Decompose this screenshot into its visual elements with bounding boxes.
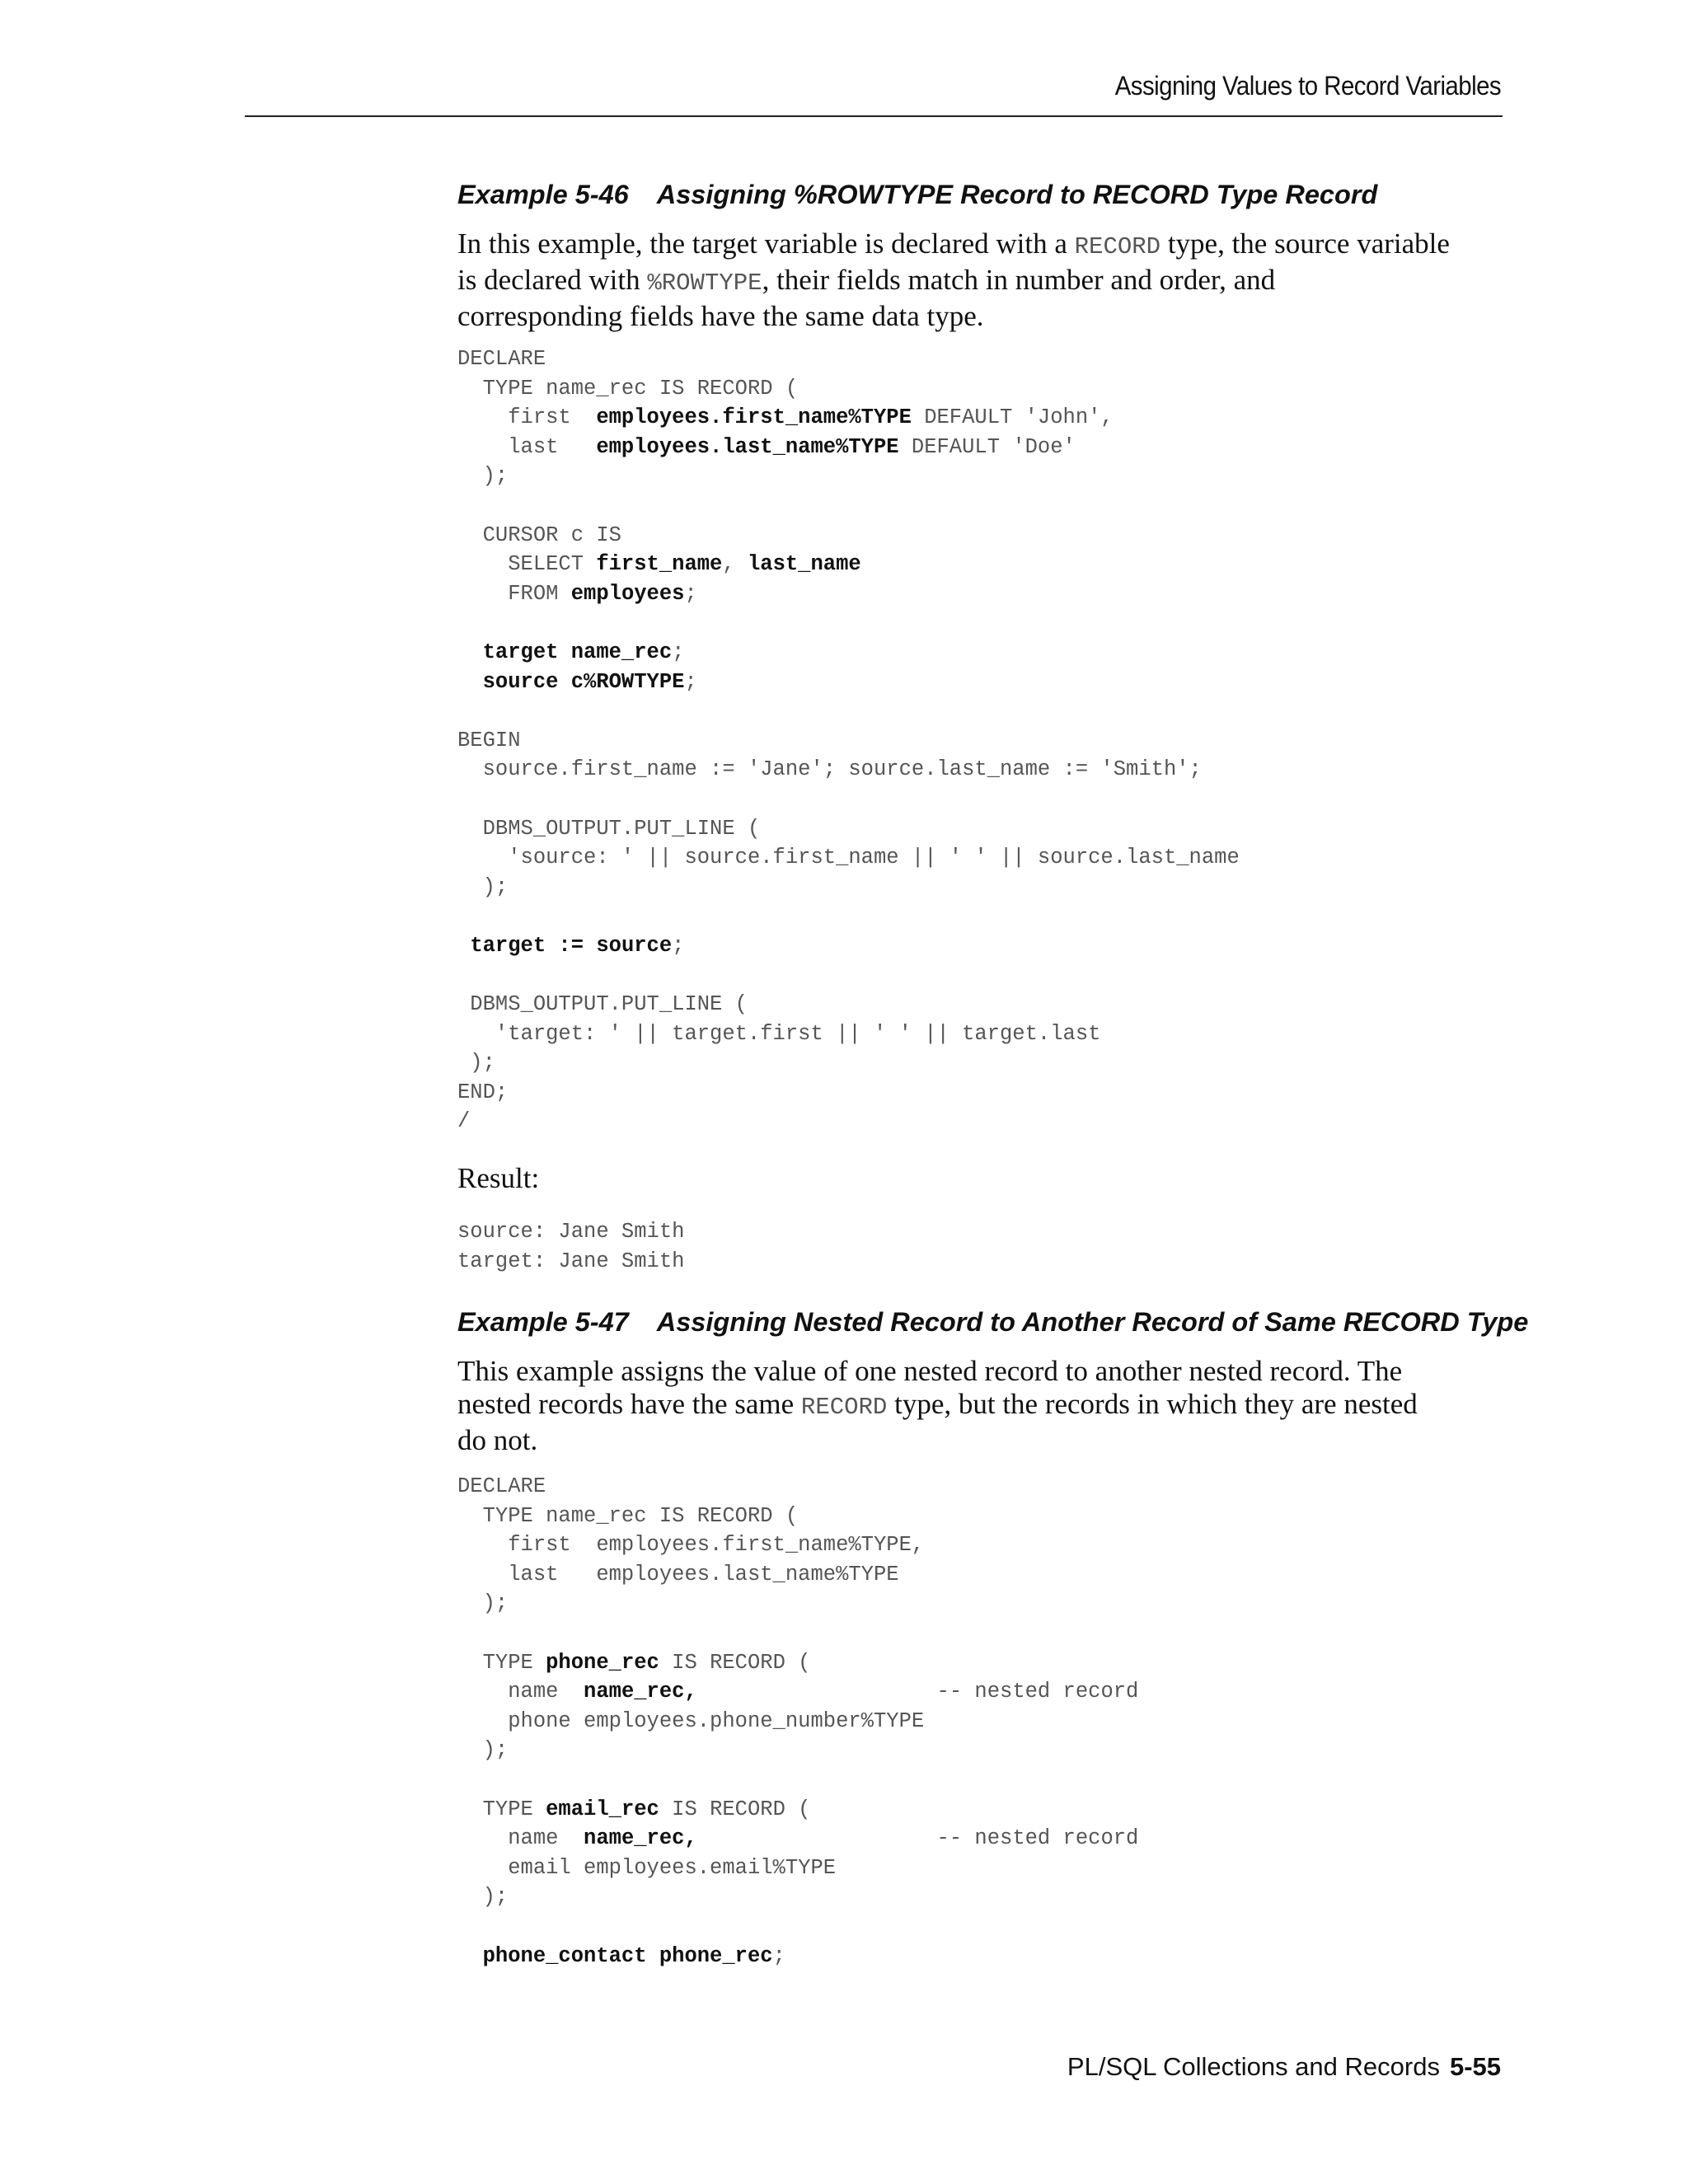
paragraph-line xyxy=(457,264,1512,300)
code-line xyxy=(457,1795,1138,1825)
code-text: name xyxy=(457,1826,584,1851)
example-46-title xyxy=(457,180,1377,210)
code-line xyxy=(457,1882,1138,1912)
code-text: 'source: ' || source.first_name || ' ' || source.last_name xyxy=(457,846,1240,870)
code-text: IS RECORD ( xyxy=(659,1650,811,1675)
code-line xyxy=(457,579,1240,609)
footer-page-number: 5-55 xyxy=(1449,2052,1501,2081)
text-run: corresponding fields have the same data type. xyxy=(457,300,984,332)
example-46-number: Example 5-46 xyxy=(457,180,629,209)
code-line xyxy=(457,785,1240,814)
code-line xyxy=(457,344,1240,374)
code-line xyxy=(457,726,1240,756)
example-47-title xyxy=(457,1307,1528,1338)
example-47-title-text: Assigning Nested Record to Another Record of Same RECORD Type xyxy=(656,1307,1529,1337)
code-text: DBMS_OUTPUT.PUT_LINE ( xyxy=(457,816,761,841)
code-line xyxy=(457,1530,1138,1560)
page-footer xyxy=(1067,2052,1501,2082)
code-line xyxy=(457,1854,1138,1883)
code-text xyxy=(457,640,483,664)
code-text xyxy=(457,934,470,958)
code-text: DBMS_OUTPUT.PUT_LINE ( xyxy=(457,992,748,1017)
code-emphasis: phone_contact phone_rec xyxy=(482,1943,773,1968)
code-text: ); xyxy=(457,1738,509,1763)
code-line xyxy=(457,843,1240,873)
example-46-title-text: Assigning %ROWTYPE Record to RECORD Type Record xyxy=(656,180,1378,209)
code-line xyxy=(457,873,1240,902)
paragraph-line xyxy=(457,1355,1512,1388)
code-line xyxy=(457,1707,1138,1736)
code-text: DECLARE xyxy=(457,1474,546,1498)
code-line xyxy=(457,1589,1138,1619)
code-line xyxy=(457,550,1240,579)
paragraph-line xyxy=(457,1424,1512,1457)
code-emphasis: target := source xyxy=(470,933,673,958)
code-text: TYPE name_rec IS RECORD ( xyxy=(457,1503,799,1528)
code-text: ); xyxy=(457,1051,495,1076)
code-line xyxy=(457,374,1240,404)
text-run: , their fields match in number and order, and xyxy=(762,264,1276,296)
code-line xyxy=(457,814,1240,844)
code-text: ; xyxy=(684,581,697,606)
code-emphasis: source c%ROWTYPE xyxy=(482,669,685,694)
code-line xyxy=(457,1107,1240,1137)
code-text: source.first_name := 'Jane'; source.last_name := 'Smith'; xyxy=(457,757,1202,782)
code-line xyxy=(457,403,1240,433)
code-text: last employees.last_name%TYPE xyxy=(457,1562,899,1586)
footer-section-title: PL/SQL Collections and Records xyxy=(1067,2052,1440,2081)
text-run: do not. xyxy=(457,1424,538,1456)
example-47-description xyxy=(457,1355,1512,1457)
code-text: -- nested record xyxy=(696,1680,1139,1704)
code-emphasis: last_name xyxy=(747,552,861,577)
code-line xyxy=(457,1765,1138,1795)
code-line xyxy=(457,1619,1138,1648)
paragraph-line xyxy=(457,1388,1512,1424)
code-text: target: Jane Smith xyxy=(457,1249,685,1273)
text-run: In this example, the target variable is declared with a xyxy=(457,227,1075,260)
inline-code: RECORD xyxy=(800,1394,888,1421)
code-text: DECLARE xyxy=(457,347,546,371)
code-text: ; xyxy=(672,933,685,958)
code-text: ; xyxy=(684,669,697,694)
code-line xyxy=(457,902,1240,931)
code-emphasis: name_rec, xyxy=(584,1680,697,1704)
code-line xyxy=(457,1736,1138,1765)
code-text xyxy=(457,670,483,694)
text-run: type, the source variable xyxy=(1160,227,1450,260)
code-line xyxy=(457,1648,1138,1678)
code-text: ; xyxy=(772,1943,785,1968)
header-divider xyxy=(245,115,1503,117)
code-line xyxy=(457,1048,1240,1078)
code-text: DEFAULT 'Doe' xyxy=(898,434,1076,459)
example-46-description xyxy=(457,227,1512,333)
code-line xyxy=(457,1824,1138,1854)
code-text: END; xyxy=(457,1080,509,1104)
paragraph-line xyxy=(457,227,1512,264)
code-line xyxy=(457,931,1240,961)
code-emphasis: employees xyxy=(570,581,685,606)
code-text: 'target: ' || target.first || ' ' || target.last xyxy=(457,1021,1101,1046)
code-text: last xyxy=(457,434,597,459)
code-text: TYPE xyxy=(457,1797,546,1821)
code-line xyxy=(457,433,1240,462)
code-text: first employees.first_name%TYPE, xyxy=(457,1533,925,1558)
code-line xyxy=(457,1472,1138,1502)
code-text: CURSOR c IS xyxy=(457,523,621,547)
example-46-result-output xyxy=(457,1217,684,1276)
code-line xyxy=(457,1217,684,1247)
code-text: name xyxy=(457,1680,584,1704)
example-46-code-block xyxy=(457,344,1240,1137)
example-47-number: Example 5-47 xyxy=(457,1307,629,1337)
code-line xyxy=(457,990,1240,1019)
example-47-code-block xyxy=(457,1472,1138,1971)
example-46-result-label: Result: xyxy=(457,1162,540,1194)
code-line xyxy=(457,1560,1138,1590)
code-line xyxy=(457,521,1240,551)
code-text: IS RECORD ( xyxy=(659,1797,811,1821)
code-emphasis: first_name xyxy=(596,552,723,577)
inline-code: RECORD xyxy=(1074,233,1161,260)
running-header: Assigning Values to Record Variables xyxy=(1114,71,1501,101)
code-line xyxy=(457,1078,1240,1108)
code-line xyxy=(457,491,1240,521)
code-emphasis: target name_rec xyxy=(482,640,673,664)
code-text: ); xyxy=(457,1885,509,1910)
code-text: FROM xyxy=(457,581,571,606)
text-run: This example assigns the value of one nested record to another nested record. The xyxy=(457,1355,1403,1387)
code-line xyxy=(457,1912,1138,1942)
code-line xyxy=(457,960,1240,990)
code-line xyxy=(457,696,1240,726)
text-run: is declared with xyxy=(457,264,648,296)
text-run: nested records have the same xyxy=(457,1388,801,1420)
code-emphasis: employees.last_name%TYPE xyxy=(596,434,899,459)
code-text xyxy=(457,1944,483,1968)
code-text: SELECT xyxy=(457,552,597,577)
code-text: -- nested record xyxy=(696,1826,1139,1851)
code-text: TYPE name_rec IS RECORD ( xyxy=(457,376,799,401)
code-line xyxy=(457,1019,1240,1049)
code-emphasis: email_rec xyxy=(546,1797,659,1821)
paragraph-line xyxy=(457,300,1512,333)
code-line xyxy=(457,755,1240,785)
code-text: / xyxy=(457,1109,471,1134)
code-emphasis: employees.first_name%TYPE xyxy=(596,405,912,430)
code-text: , xyxy=(722,552,748,577)
code-text: ; xyxy=(672,640,685,664)
code-line xyxy=(457,1677,1138,1707)
code-emphasis: name_rec, xyxy=(584,1826,697,1851)
code-line xyxy=(457,668,1240,697)
code-text: ); xyxy=(457,464,509,489)
code-text: TYPE xyxy=(457,1650,546,1675)
code-text: ); xyxy=(457,874,509,899)
code-line xyxy=(457,1942,1138,1971)
code-line xyxy=(457,608,1240,638)
code-text: first xyxy=(457,405,597,430)
code-text: source: Jane Smith xyxy=(457,1220,685,1244)
code-line xyxy=(457,638,1240,668)
code-line xyxy=(457,1247,684,1277)
code-text: phone employees.phone_number%TYPE xyxy=(457,1708,925,1733)
code-text: BEGIN xyxy=(457,728,521,752)
code-emphasis: phone_rec xyxy=(546,1650,659,1675)
inline-code: %ROWTYPE xyxy=(647,269,762,297)
code-line xyxy=(457,462,1240,491)
code-line xyxy=(457,1502,1138,1531)
text-run: type, but the records in which they are nested xyxy=(887,1388,1418,1420)
code-text: email employees.email%TYPE xyxy=(457,1855,837,1880)
code-text: ); xyxy=(457,1591,509,1616)
code-text: DEFAULT 'John', xyxy=(911,405,1114,430)
